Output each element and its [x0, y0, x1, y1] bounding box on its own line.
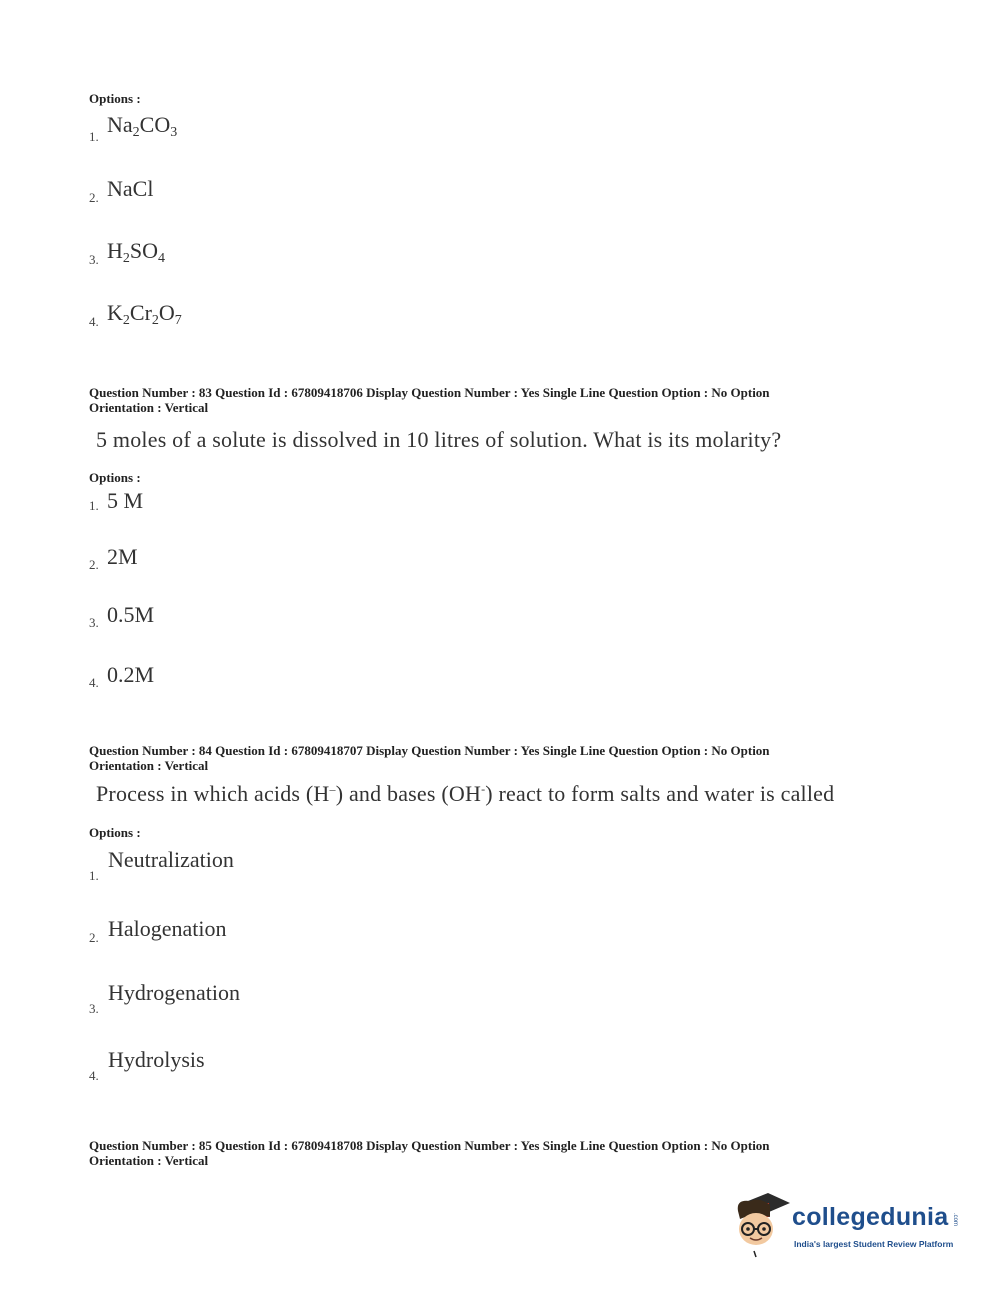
option-text: 5 M [107, 488, 144, 513]
option-text: Hydrogenation [108, 980, 240, 1005]
option-number: 3. [89, 1001, 99, 1016]
option-number: 2. [89, 930, 99, 945]
option-number: 2. [89, 557, 99, 572]
option-text: NaCl [107, 176, 154, 201]
option-text: $K_2Cr_2O_7$ [107, 300, 182, 328]
option-number: 1. [89, 129, 99, 144]
option-text: Hydrolysis [108, 1047, 205, 1072]
options-label: Options : [89, 91, 141, 106]
logo-tagline: India's largest Student Review Platform [794, 1239, 954, 1249]
option-number: 1. [89, 868, 99, 883]
mascot-icon [730, 1185, 794, 1263]
option-number: 1. [89, 498, 99, 513]
option-number: 3. [89, 252, 99, 267]
option-number: 3. [89, 615, 99, 630]
options-label: Options : [89, 470, 141, 485]
question-meta: Question Number : 83 Question Id : 67809418706 Display Question Number : Yes Single Line Question Option : No Option Orientation : Vertical [89, 385, 770, 415]
question-text: 5 moles of a solute is dissolved in 10 litres of solution. What is its molarity? [96, 427, 782, 452]
option-text: $Na_2CO_3$ [107, 112, 178, 140]
option-text: $H_2SO_4$ [107, 238, 166, 266]
options-label: Options : [89, 825, 141, 840]
option-text: Neutralization [108, 847, 234, 872]
option-text: 0.2M [107, 662, 155, 687]
question-text: Process in which acids (H–) and bases (OH-) react to form salts and water is called [96, 781, 835, 806]
question-meta: Question Number : 84 Question Id : 67809418707 Display Question Number : Yes Single Line Question Option : No Option Orientation : Vertical [89, 743, 770, 773]
question-meta: Question Number : 85 Question Id : 67809418708 Display Question Number : Yes Single Line Question Option : No Option Orientation : Vertical [89, 1138, 770, 1168]
option-number: 4. [89, 314, 99, 329]
option-text: Halogenation [108, 916, 227, 941]
collegedunia-logo [730, 1185, 970, 1265]
option-text: 2M [107, 544, 138, 569]
logo-brand: collegedunia [792, 1203, 949, 1231]
option-number: 4. [89, 1068, 99, 1083]
option-number: 4. [89, 675, 99, 690]
logo-dotcom: .com [952, 1213, 958, 1227]
option-number: 2. [89, 190, 99, 205]
option-text: 0.5M [107, 602, 155, 627]
